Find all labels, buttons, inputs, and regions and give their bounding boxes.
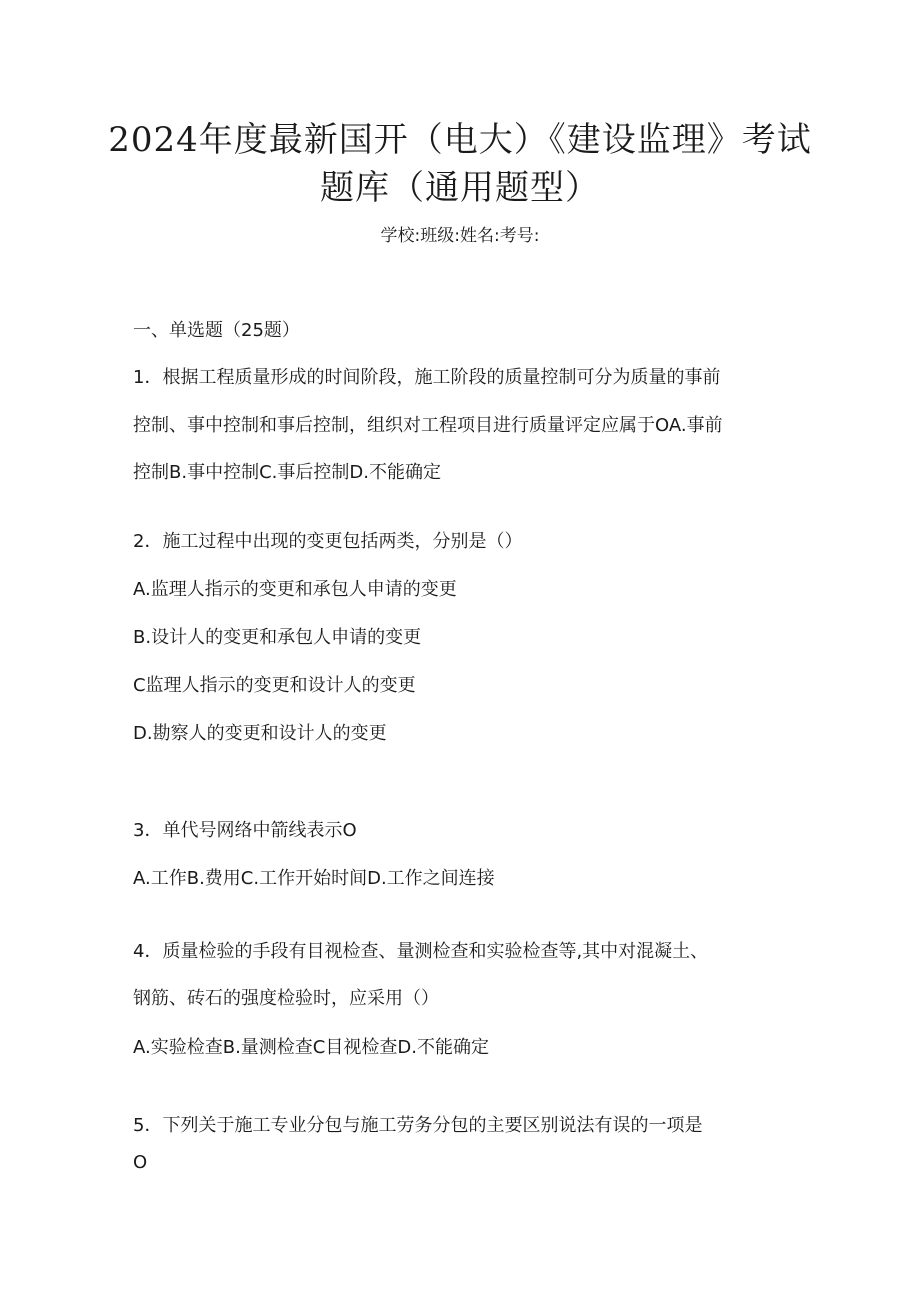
question-1-line-2: 控制、事中控制和事后控制，组织对工程项目进行质量评定应属于OA.事前 — [133, 415, 723, 436]
question-2-option-b: B.设计人的变更和承包人申请的变更 — [133, 627, 422, 648]
student-info-line: 学校:班级:姓名:考号: — [380, 226, 540, 246]
question-5-line-2: O — [133, 1152, 148, 1173]
question-3-options: A.工作B.费用C.工作开始时间D.工作之间连接 — [133, 868, 495, 889]
question-3-stem: 3．单代号网络中箭线表示O — [133, 820, 357, 841]
document-title-line-2: 题库（通用题型） — [320, 168, 600, 208]
question-5-line-1: 5．下列关于施工专业分包与施工劳务分包的主要区别说法有误的一项是 — [133, 1115, 703, 1136]
question-1-line-3: 控制B.事中控制C.事后控制D.不能确定 — [133, 462, 441, 483]
question-2-option-c: C监理人指示的变更和设计人的变更 — [133, 675, 416, 696]
document-title-line-1: 2024年度最新国开（电大）《建设监理》考试 — [108, 120, 812, 160]
question-4-options: A.实验检查B.量测检查C目视检查D.不能确定 — [133, 1037, 489, 1058]
section-heading: 一、单选题（25题） — [133, 320, 300, 341]
question-2-option-a: A.监理人指示的变更和承包人申请的变更 — [133, 579, 457, 600]
question-1-line-1: 1．根据工程质量形成的时间阶段，施工阶段的质量控制可分为质量的事前 — [133, 367, 721, 388]
question-2-option-d: D.勘察人的变更和设计人的变更 — [133, 723, 387, 744]
question-4-line-2: 钢筋、砖石的强度检验时，应采用（） — [133, 988, 439, 1009]
question-4-line-1: 4．质量检验的手段有目视检查、量测检查和实验检查等,其中对混凝土、 — [133, 941, 709, 962]
question-2-stem: 2．施工过程中出现的变更包括两类，分别是（） — [133, 531, 523, 552]
